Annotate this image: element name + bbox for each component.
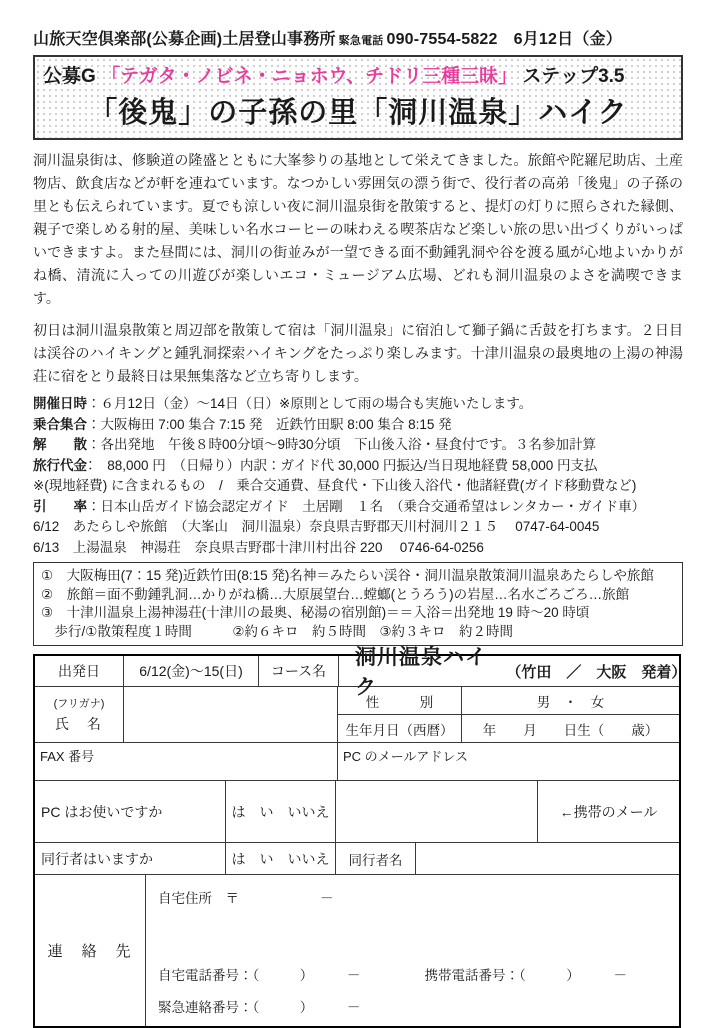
application-form — [33, 646, 687, 1028]
detail-dismissal: 解 散：各出発地 午後８時00分頃〜9時30分頃 下山後入浴・昼食付です。３名参加計算 — [33, 437, 596, 452]
birthdate-row — [337, 714, 679, 742]
name-entry-field — [123, 687, 337, 742]
home-address-field: 自宅住所 〒 － — [158, 891, 334, 906]
telephone-row — [158, 964, 671, 984]
name-label-cell — [35, 687, 123, 742]
itinerary-day-1: ① 大阪梅田(7：15 発)近鉄竹田(8:15 発)名神＝みたらい渓谷・洞川温泉散策洞川温泉あたらしや旅館 — [41, 568, 654, 583]
companion-answer-options: は い いいえ — [225, 843, 335, 874]
companion-name-label: 同行者名 — [335, 843, 415, 874]
emergency-phone-number: 090-7554-5822 — [386, 31, 498, 48]
detail-schedule: 開催日時：６月12日（金）〜14日（日）※原則として雨の場合も実施いたします。 — [33, 396, 533, 411]
club-name: 山旅天空倶楽部(公募企画)土居登山事務所 — [33, 31, 336, 48]
itinerary-walking-note: 歩行/①散策程度１時間 ②約６キロ 約５時間 ③約３キロ 約２時間 — [41, 623, 514, 639]
banner-prefix: 公募G — [43, 66, 96, 87]
mobile-mail-note: ←携帯のメール — [537, 781, 679, 842]
contact-label: 連 絡 先 — [47, 943, 133, 960]
emergency-phone-label: 緊急電話 — [338, 35, 384, 47]
mobile-mail-entry-field — [335, 781, 537, 842]
form-row-course — [35, 646, 687, 699]
birthdate-entry-field: 年 月 日生（ 歳） — [461, 715, 679, 742]
course-name-value: 洞川温泉ハイク — [355, 646, 487, 699]
form-row-pc — [35, 780, 679, 842]
course-name-label: コース名 — [258, 656, 338, 686]
itinerary-day-3: ③ 十津川温泉上湯神湯荘(十津川の最奥、秘湯の宿別館)＝＝入浴＝出発地 19 時〜20 時頃 — [41, 605, 590, 620]
course-route-note: （竹田 ／ 大阪 発着） — [506, 663, 687, 681]
sex-label: 性 別 — [337, 687, 461, 714]
form-row-companion — [35, 842, 679, 874]
banner-step: ステップ3.5 — [522, 66, 625, 87]
sex-birth-section — [337, 687, 679, 742]
main-title: 「後鬼」の子孫の里「洞川温泉」ハイク — [88, 97, 628, 129]
detail-price-note: ※(現地経費) に含まれるもの / 乗合交通費、昼食代・下山後入浴代・他諸経費(ガイド移動費など) — [33, 478, 637, 493]
address-blank-space — [158, 907, 671, 964]
title-banner — [33, 55, 683, 140]
companion-name-entry-field — [415, 843, 679, 874]
pc-usage-question: PC はお使いですか — [41, 803, 163, 820]
header-date: 6月12日（金） — [513, 31, 622, 48]
pc-usage-answer-options: は い いいえ — [225, 781, 335, 842]
detail-guide: 引 率：日本山岳ガイド協会認定ガイド 土居剛 １名 （乗合交通希望はレンタカー・ガイド車） — [33, 498, 646, 514]
form-row-fax-mail — [35, 742, 679, 780]
detail-lodging-2: 6/13 上湯温泉 神湯荘 奈良県吉野郡十津川村出谷 220 0746-64-0256 — [33, 539, 484, 555]
departure-date-label: 出発日 — [58, 663, 100, 679]
departure-date-value: 6/12(金)〜15(日) — [123, 656, 258, 686]
pc-mail-field: PC のメールアドレス — [337, 743, 679, 780]
furigana-label: (フリガナ) — [53, 698, 105, 710]
detail-price: 旅行代金： 88,000 円 （日帰り）内訳：ガイド代 30,000 円振込/当日現地経費 58,000 円支払 — [33, 457, 598, 473]
itinerary-box — [33, 562, 683, 646]
banner-subtitle — [43, 61, 673, 88]
birthdate-label: 生年月日（西暦） — [337, 715, 461, 742]
document-header — [33, 26, 683, 49]
sex-options: 男 ・ 女 — [461, 687, 679, 714]
mobile-tel-field: 携帯電話番号：（ ） － — [424, 968, 627, 983]
sex-row — [337, 687, 679, 714]
form-row-name — [35, 686, 679, 742]
emergency-tel-field: 緊急連絡番号：（ ） － — [158, 1000, 361, 1015]
form-row-contact — [35, 874, 679, 1026]
companion-question: 同行者はいますか — [41, 850, 153, 867]
banner-highlight: 「テガタ・ノビネ・ニョホウ、チドリ三種三昧」 — [101, 66, 518, 87]
event-details — [33, 394, 683, 558]
contact-entry-area — [145, 875, 679, 1026]
intro-paragraph-2: 初日は洞川温泉散策と周辺部を散策して宿は「洞川温泉」に宿泊して獅子鍋に舌鼓を打ちます。２日目は渓谷のハイキングと鍾乳洞探索ハイキングをたっぷり楽しみます。十津川温泉の最奥地の上湯の神湯荘に宿をとり最終日は果無集落など立ち寄りします。 — [33, 322, 683, 384]
itinerary-day-2: ② 旅館＝面不動鍾乳洞…かりがね橋…大原展望台…螳螂(とうろう)の岩屋…名水ごろごろ…旅館 — [41, 586, 630, 602]
detail-meeting: 乗合集合：大阪梅田 7:00 集合 7:15 発 近鉄竹田駅 8:00 集合 8:15 発 — [33, 416, 452, 432]
name-label: 氏 名 — [55, 716, 103, 732]
home-tel-field: 自宅電話番号：（ ） － — [158, 968, 361, 983]
course-name-cell — [338, 646, 687, 699]
fax-number-field: FAX 番号 — [40, 749, 95, 764]
intro-paragraph-1: 洞川温泉街は、修験道の隆盛とともに大峯参りの基地として栄えてきました。旅館や陀羅尼助店、土産物店、飲食店などが軒を連ねています。なつかしい雰囲気の漂う街で、役行者の高弟「後鬼」の子孫の里とも伝えられています。夏でも涼しい夜に洞川温泉街を散策すると、提灯の灯りに照らされた縁側、親子で楽しめる射的屋、美味しい名水コーヒーの味わえる喫茶店など楽しい旅の思い出づくりがいっぱいできますよ。また昼間には、洞川の街並みが一望できる面不動鍾乳洞や谷を渡る風が心地よいかりがね橋、清流に入っての川遊びが楽しいエコ・ミュージアム広場、どれも洞川温泉のよさを満喫できます。 — [33, 152, 683, 306]
detail-lodging-1: 6/12 あたらしや旅館 （大峯山 洞川温泉）奈良県吉野郡天川村洞川２１５ 0747-64-0045 — [33, 519, 600, 534]
